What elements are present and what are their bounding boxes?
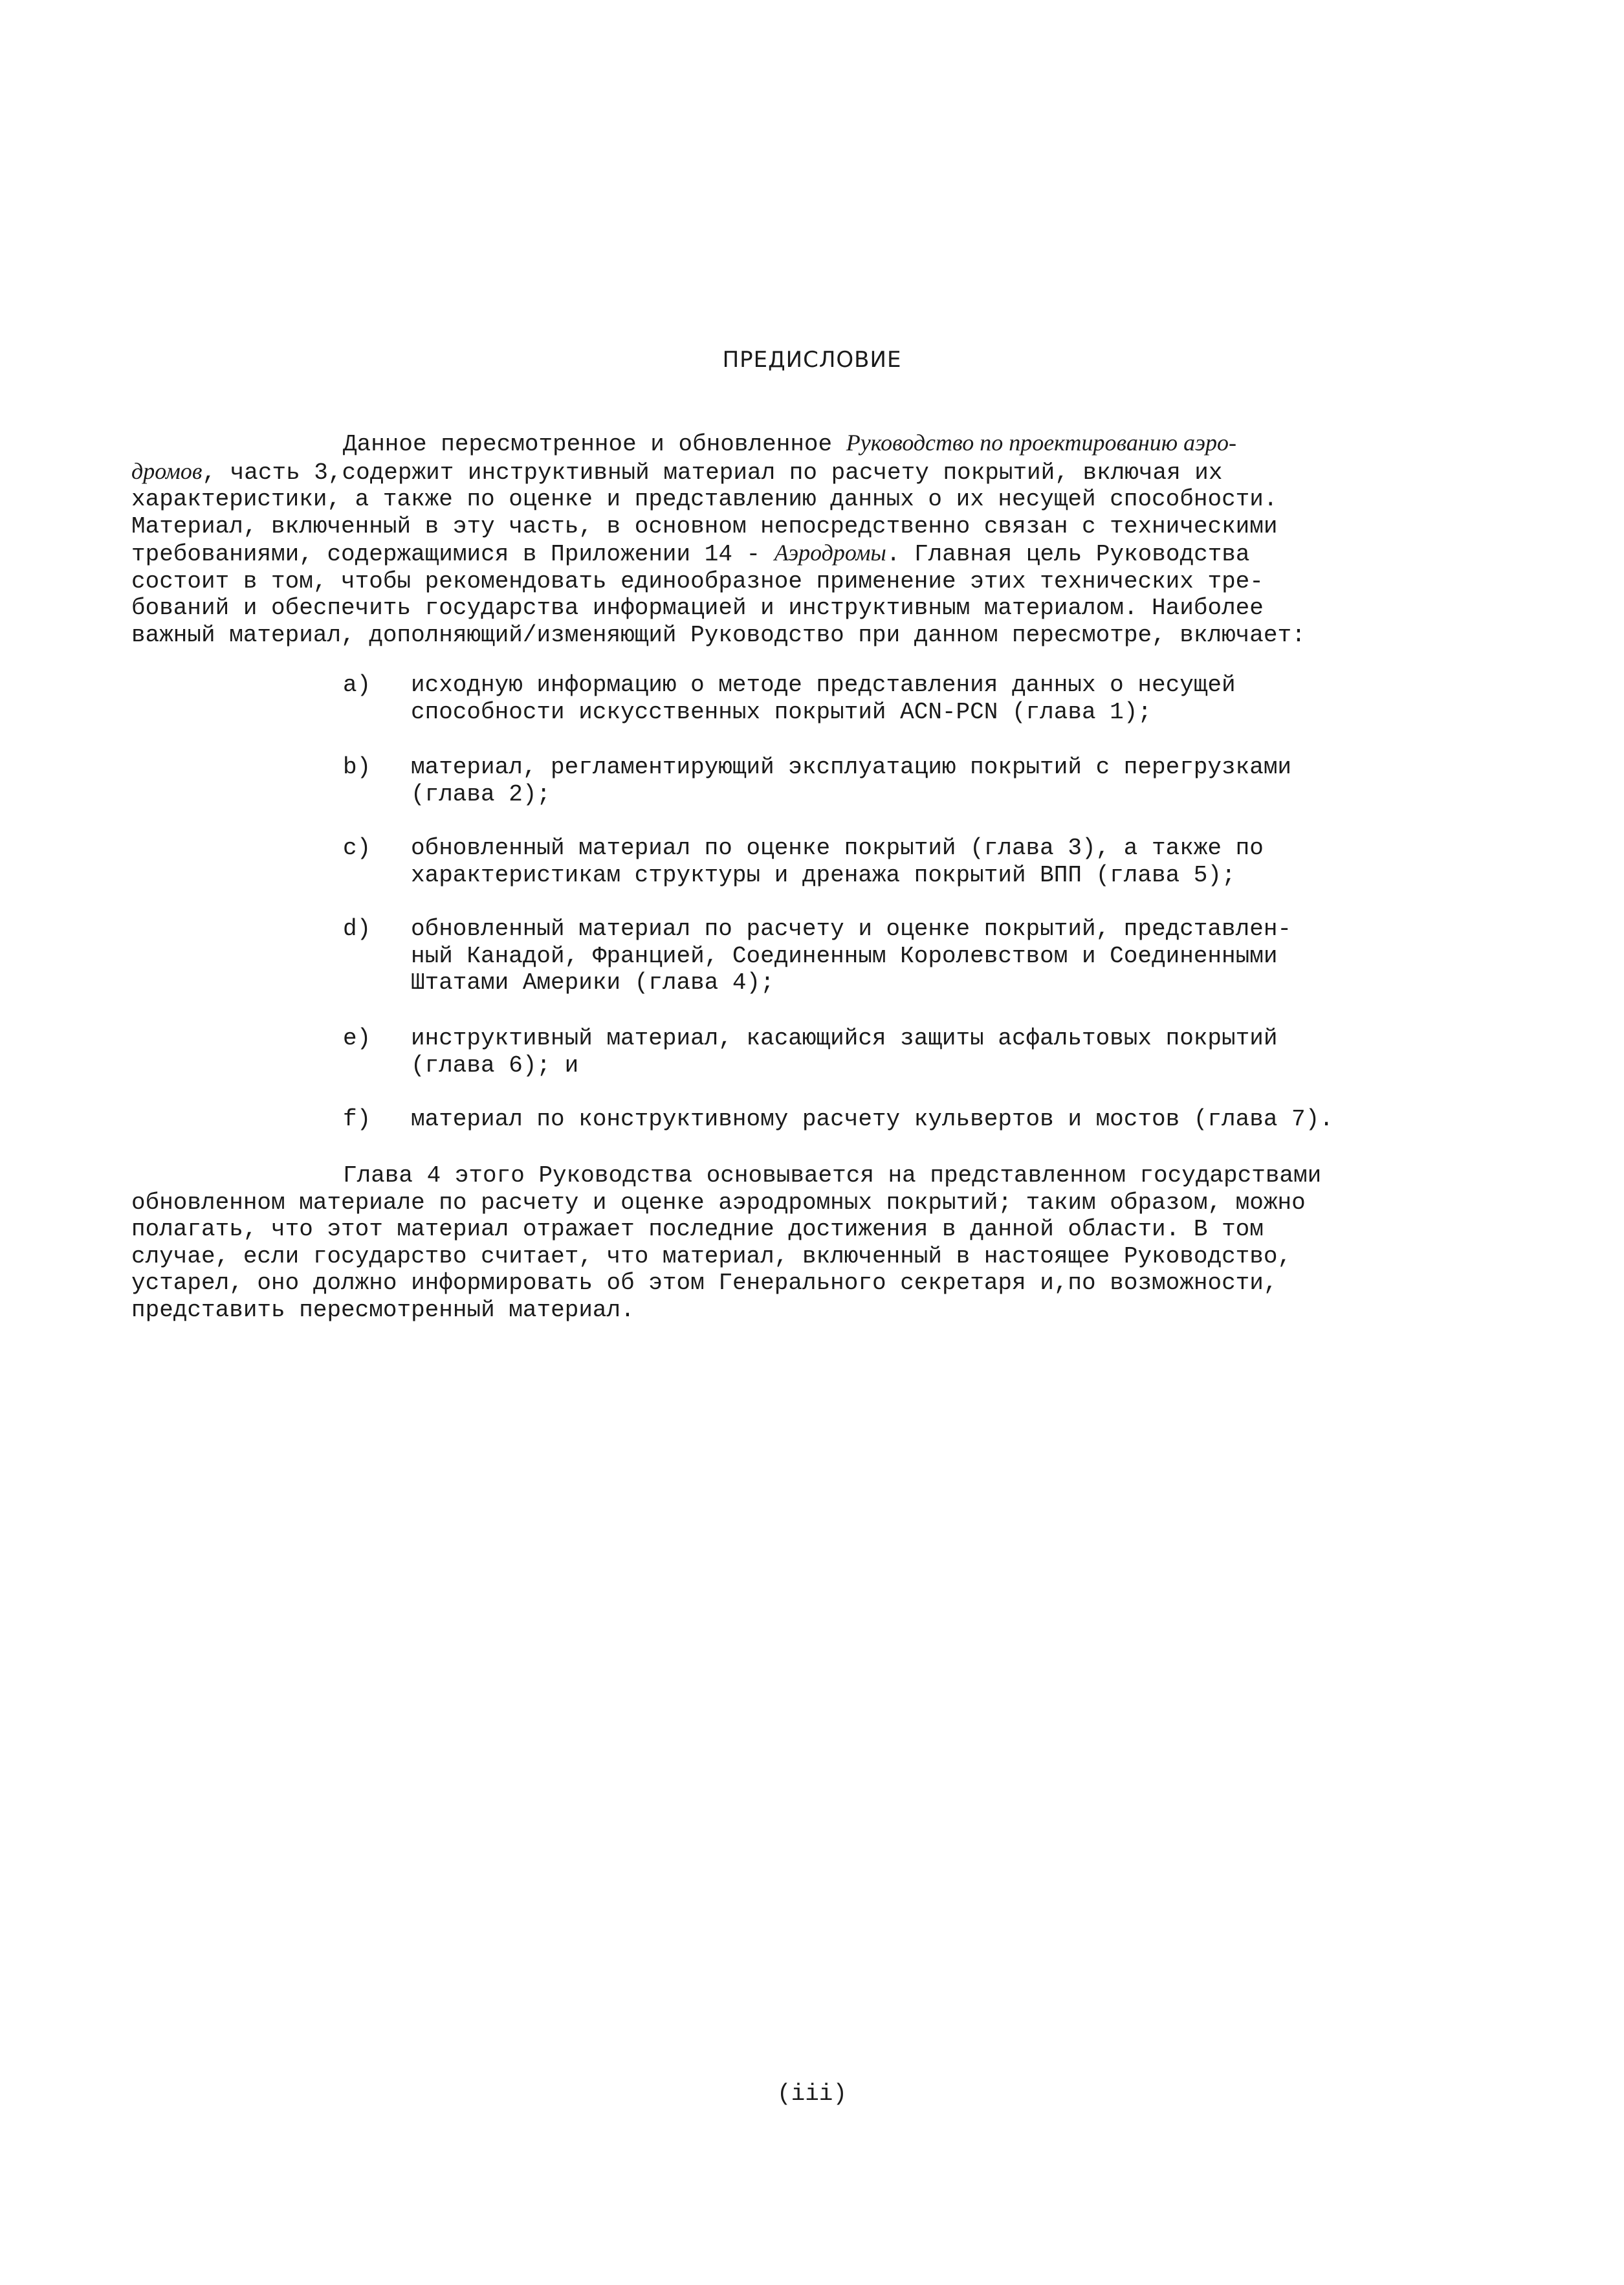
page-number: (iii) (776, 2081, 848, 2107)
closing-paragraph (131, 1162, 1506, 1323)
closing-line: полагать, что этот материал отражает последние достижения в данной области. В том (131, 1216, 1264, 1242)
list-item-text: обновленный материал по расчету и оценке покрытий, представлен- ный Канадой, Францией, Соединенным Королевством и Соединенными Штатами Америки (глава 4); (411, 916, 1292, 996)
intro-line: бований и обеспечить государства информацией и инструктивным материалом. Наиболее (131, 595, 1264, 621)
intro-line: Данное пересмотренное и обновленное Руководство по проектированию аэро- (343, 430, 1237, 458)
intro-line: состоит в том, чтобы рекомендовать единообразное применение этих технических тре- (131, 568, 1264, 595)
list-marker: c) (343, 835, 371, 861)
list-item-text: обновленный материал по оценке покрытий (глава 3), а также по характеристикам структуры и дренажа покрытий ВПП (глава 5); (411, 835, 1264, 889)
intro-line: характеристики, а также по оценке и представлению данных о их несущей способности. (131, 486, 1278, 513)
intro-line: дромов, часть 3,содержит инструктивный материал по расчету покрытий, включая их (131, 458, 1223, 486)
list-item-text: инструктивный материал, касающийся защиты асфальтовых покрытий (глава 6); и (411, 1025, 1278, 1079)
intro-line: требованиями, содержащимися в Приложении 14 - Аэродромы. Главная цель Руководства (131, 540, 1250, 568)
list-marker: e) (343, 1025, 371, 1052)
list-item-text: исходную информацию о методе представления данных о несущей способности искусственных покрытий ACN-PCN (глава 1); (411, 672, 1236, 725)
list-marker: f) (343, 1106, 371, 1132)
intro-paragraph (131, 430, 1506, 648)
list-marker: a) (343, 672, 371, 698)
intro-line: Материал, включенный в эту часть, в основном непосредственно связан с техническими (131, 513, 1278, 540)
page-heading: ПРЕДИСЛОВИЕ (722, 347, 902, 373)
closing-line: обновленном материале по расчету и оценке аэродромных покрытий; таким образом, можно (131, 1189, 1306, 1216)
closing-line: представить пересмотренный материал. (131, 1296, 635, 1323)
closing-line: устарел, оно должно информировать об этом Генерального секретаря и,по возможности, (131, 1270, 1278, 1296)
list-item-text: материал по конструктивному расчету кульвертов и мостов (глава 7). (411, 1106, 1333, 1132)
closing-line: случае, если государство считает, что материал, включенный в настоящее Руководство, (131, 1242, 1292, 1270)
intro-line: важный материал, дополняющий/изменяющий Руководство при данном пересмотре, включает: (131, 621, 1306, 648)
closing-line: Глава 4 этого Руководства основывается на представленном государствами (343, 1162, 1322, 1189)
list-item-text: материал, регламентирующий эксплуатацию покрытий с перегрузками (глава 2); (411, 754, 1292, 808)
list-marker: b) (343, 754, 371, 780)
list-marker: d) (343, 916, 371, 942)
